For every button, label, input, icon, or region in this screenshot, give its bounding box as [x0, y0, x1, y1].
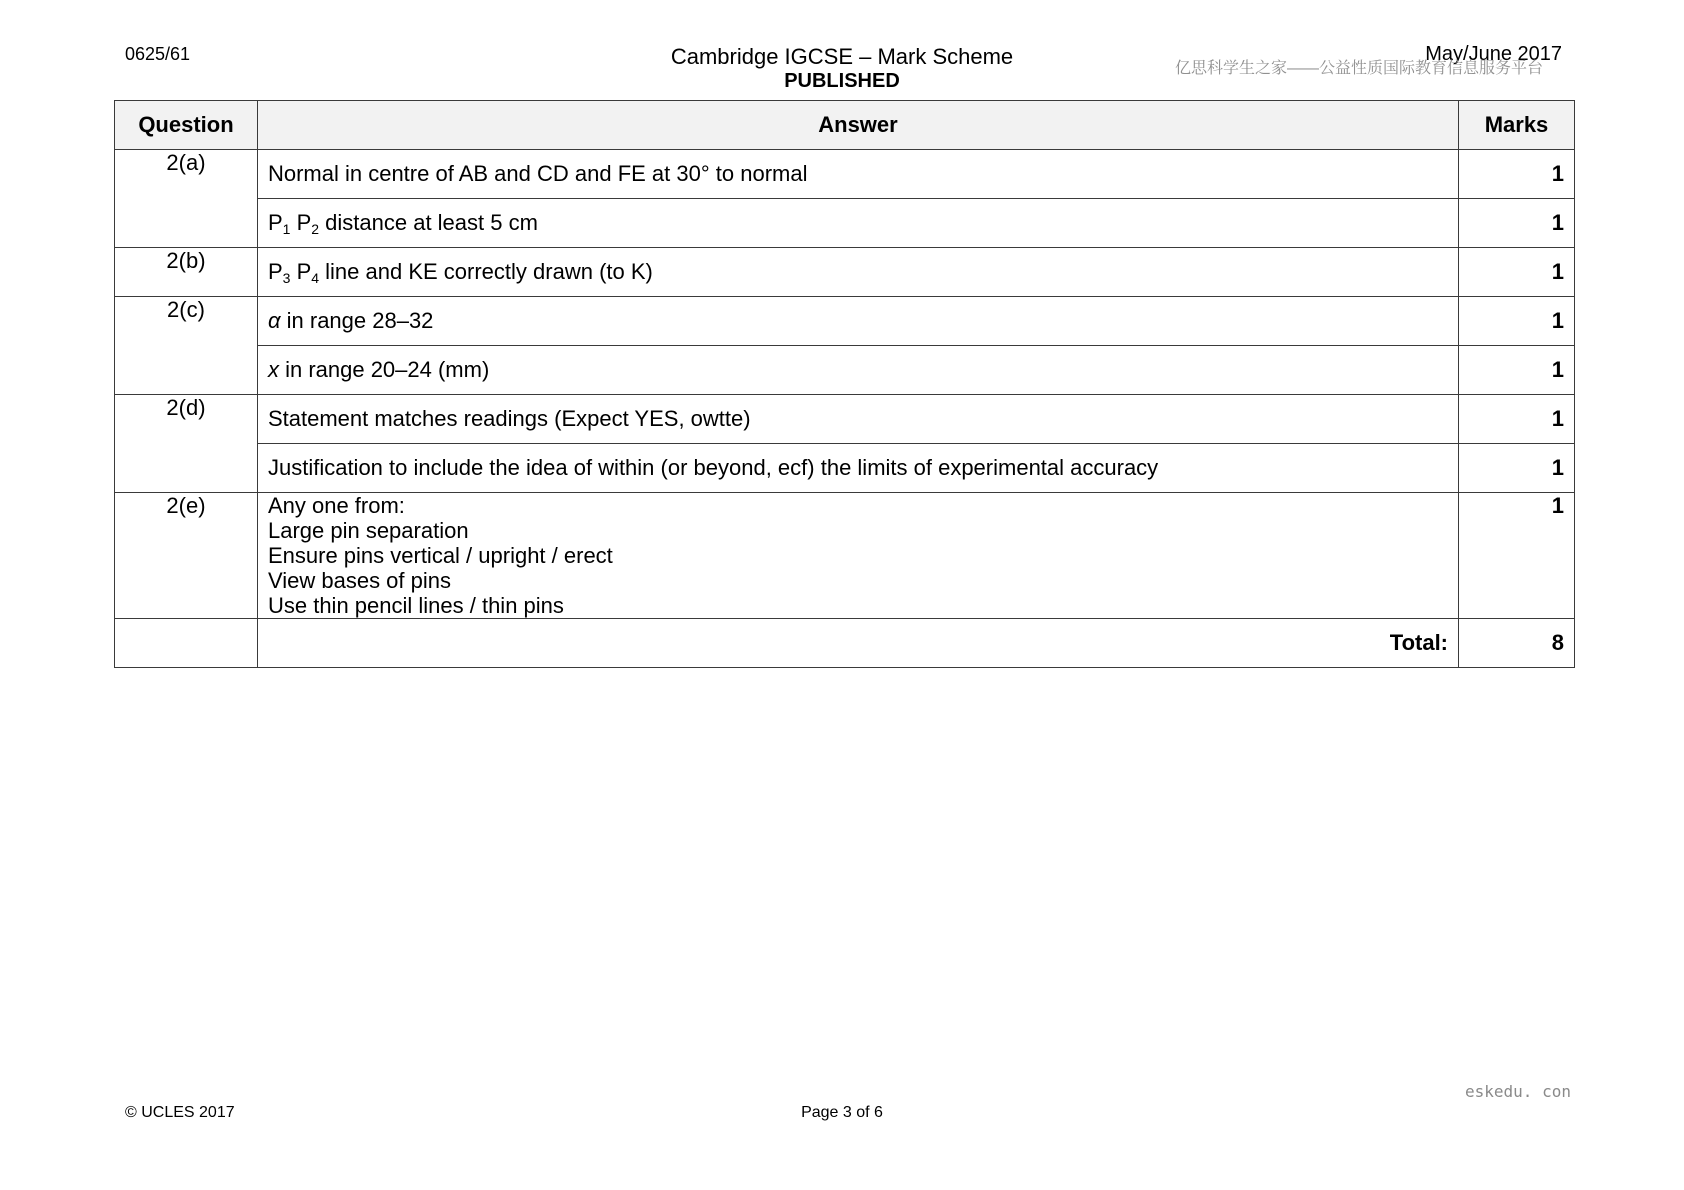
table-row	[115, 297, 1575, 346]
marks-cell: 1	[1459, 297, 1575, 346]
header-question: Question	[115, 101, 258, 150]
answer-cell: α in range 28–32	[257, 297, 1458, 346]
question-cell: 2(d)	[115, 395, 258, 493]
answer-line: Ensure pins vertical / upright / erect	[267, 543, 613, 568]
header-watermark: 亿思科学生之家——公益性质国际教育信息服务平台	[1175, 60, 1544, 77]
question-cell: 2(b)	[115, 248, 258, 297]
header-answer: Answer	[257, 101, 1458, 150]
answer-cell: $P_3$ $P_4$ line and KE correctly drawn (to K)	[257, 248, 1458, 297]
answer-cell: Statement matches readings (Expect YES, owtte)	[257, 395, 1458, 444]
answer-cell: x in range 20–24 (mm)	[257, 346, 1458, 395]
document-title: Cambridge IGCSE – Mark Scheme	[670, 44, 1014, 69]
marks-cell: 1	[1459, 199, 1575, 248]
total-label: Total:	[257, 619, 1458, 668]
table-row	[115, 444, 1575, 493]
copyright: © UCLES 2017	[125, 1104, 235, 1121]
marks-cell: 1	[1459, 444, 1575, 493]
table-row	[115, 150, 1575, 199]
total-value: 8	[1459, 619, 1575, 668]
marks-cell: 1	[1459, 346, 1575, 395]
footer-watermark: eskedu. con	[1465, 1082, 1571, 1101]
question-cell: 2(c)	[115, 297, 258, 395]
marks-cell: 1	[1459, 248, 1575, 297]
answer-cell: Justification to include the idea of within (or beyond, ecf) the limits of experimental accuracy	[257, 444, 1458, 493]
answer-cell: $P_1$ $P_2$ distance at least 5 cm	[257, 199, 1458, 248]
table-row	[115, 248, 1575, 297]
marks-cell: 1	[1459, 493, 1575, 619]
answer-cell	[257, 493, 1458, 619]
header-marks: Marks	[1459, 101, 1575, 150]
answer-line: Use thin pencil lines / thin pins	[267, 593, 564, 618]
marks-cell: 1	[1459, 395, 1575, 444]
paper-code: 0625/61	[125, 44, 191, 64]
answer-line: Large pin separation	[267, 518, 469, 543]
total-row	[115, 619, 1575, 668]
marks-cell: 1	[1459, 150, 1575, 199]
question-cell: 2(a)	[115, 150, 258, 248]
table-row	[115, 493, 1575, 619]
question-cell: 2(e)	[115, 493, 258, 619]
published-label: PUBLISHED	[784, 70, 900, 92]
table-row	[115, 199, 1575, 248]
answer-cell: Normal in centre of AB and CD and FE at 30° to normal	[257, 150, 1458, 199]
page-number: Page 3 of 6	[801, 1104, 883, 1121]
mark-scheme-table	[114, 100, 1575, 668]
empty-cell	[115, 619, 258, 668]
answer-line: Any one from:	[267, 493, 405, 518]
table-row	[115, 395, 1575, 444]
exam-session-date: May/June 2017	[1425, 43, 1562, 65]
table-row	[115, 346, 1575, 395]
table-header-row	[115, 101, 1575, 150]
answer-line: View bases of pins	[267, 568, 452, 593]
